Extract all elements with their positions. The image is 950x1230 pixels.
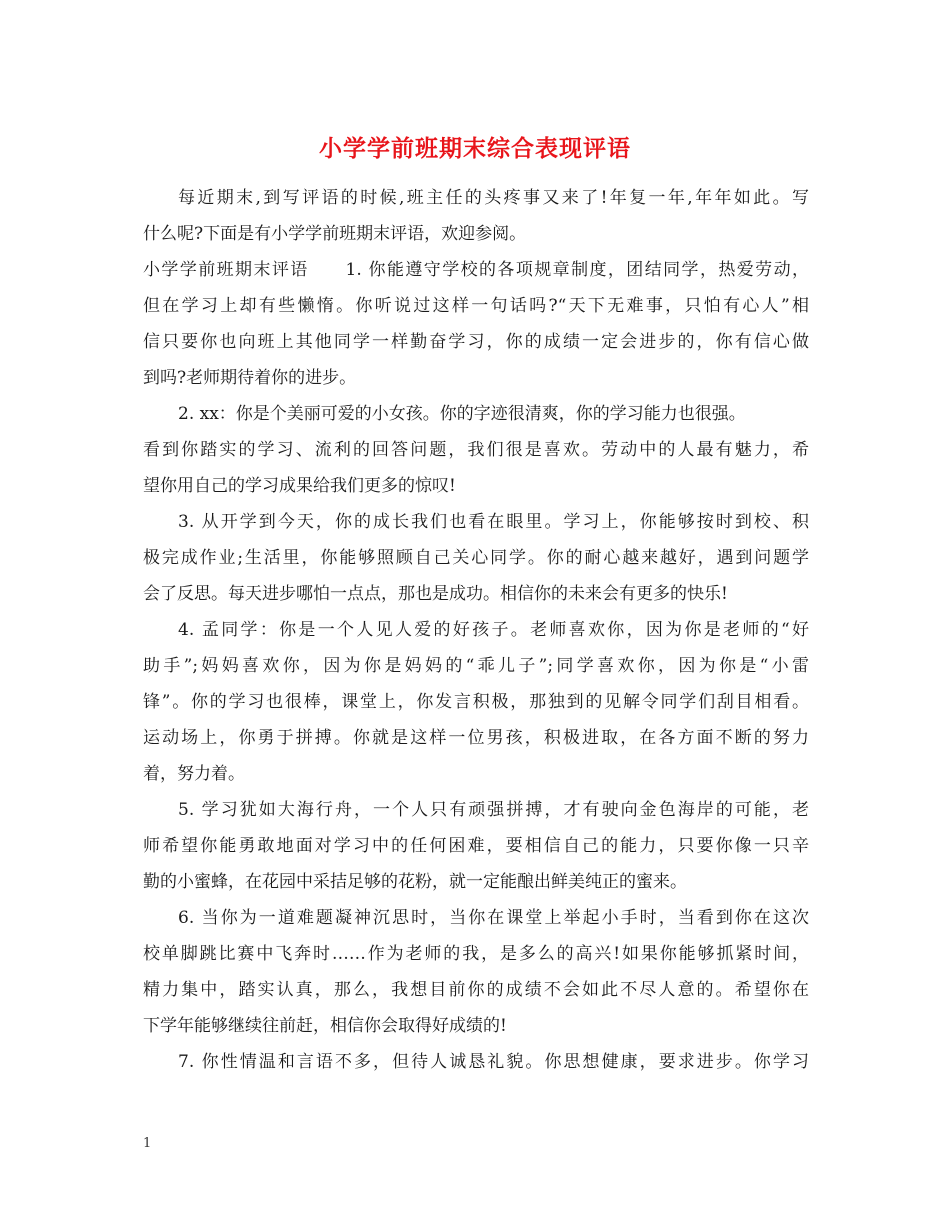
paragraph-line: 但在学习上却有些懒惰。你听说过这样一句话吗?“天下无难事，只怕有心人”相 xyxy=(143,296,809,316)
paragraph-line: 5. 学习犹如大海行舟，一个人只有顽强拼搏，才有驶向金色海岸的可能，老 xyxy=(178,800,809,820)
paragraph-line: 6. 当你为一道难题凝神沉思时，当你在课堂上举起小手时，当看到你在这次 xyxy=(178,908,809,928)
paragraph-line: 着，努力着。 xyxy=(143,764,245,784)
paragraph-line: 2. xx：你是个美丽可爱的小女孩。你的字迹很清爽，你的学习能力也很强。 xyxy=(178,404,746,424)
paragraph-line: 师希望你能勇敢地面对学习中的任何困难，要相信自己的能力，只要你像一只辛 xyxy=(143,836,809,856)
paragraph-line: 下学年能够继续往前赶，相信你会取得好成绩的! xyxy=(143,1016,507,1036)
paragraph-line: 精力集中，踏实认真，那么，我想目前你的成绩不会如此不尽人意的。希望你在 xyxy=(143,980,809,1000)
paragraph-line: 4. 孟同学：你是一个人见人爱的好孩子。老师喜欢你，因为你是老师的“好 xyxy=(178,620,809,640)
paragraph-line: 小学学前班期末评语 1. 你能遵守学校的各项规章制度，团结同学，热爱劳动， xyxy=(143,260,809,280)
page-number: 1 xyxy=(143,1136,152,1151)
paragraph-line: 运动场上，你勇于拼搏。你就是这样一位男孩，积极进取，在各方面不断的努力 xyxy=(143,728,809,748)
paragraph-line: 勤的小蜜蜂，在花园中采拮足够的花粉，就一定能酿出鲜美纯正的蜜来。 xyxy=(143,872,687,892)
paragraph-line: 锋”。你的学习也很棒，课堂上，你发言积极，那独到的见解令同学们刮目相看。 xyxy=(143,692,809,712)
paragraph-line: 7. 你性情温和言语不多，但待人诚恳礼貌。你思想健康，要求进步。你学习 xyxy=(178,1052,809,1072)
paragraph-line: 校单脚跳比赛中飞奔时……作为老师的我，是多么的高兴!如果你能够抓紧时间， xyxy=(143,944,809,964)
paragraph-line: 什么呢?下面是有小学学前班期末评语，欢迎参阅。 xyxy=(143,224,527,244)
paragraph-line: 助手”;妈妈喜欢你，因为你是妈妈的“乖儿子”;同学喜欢你，因为你是“小雷 xyxy=(143,656,809,676)
document-title: 小学学前班期末综合表现评语 xyxy=(319,135,631,162)
document-body xyxy=(143,180,809,1080)
paragraph-line: 每近期末,到写评语的时候,班主任的头疼事又来了!年复一年,年年如此。写 xyxy=(178,188,809,208)
paragraph-line: 到吗?老师期待着你的进步。 xyxy=(143,368,357,388)
paragraph-line: 会了反思。每天进步哪怕一点点，那也是成功。相信你的未来会有更多的快乐! xyxy=(143,584,728,604)
paragraph-line: 信只要你也向班上其他同学一样勤奋学习，你的成绩一定会进步的，你有信心做 xyxy=(143,332,809,352)
paragraph-line: 看到你踏实的学习、流利的回答问题，我们很是喜欢。劳动中的人最有魅力，希 xyxy=(143,440,809,460)
paragraph-line: 望你用自己的学习成果给我们更多的惊叹! xyxy=(143,476,456,496)
paragraph-line: 极完成作业;生活里，你能够照顾自己关心同学。你的耐心越来越好，遇到问题学 xyxy=(143,548,809,568)
paragraph-line: 3. 从开学到今天，你的成长我们也看在眼里。学习上，你能够按时到校、积 xyxy=(178,512,809,532)
